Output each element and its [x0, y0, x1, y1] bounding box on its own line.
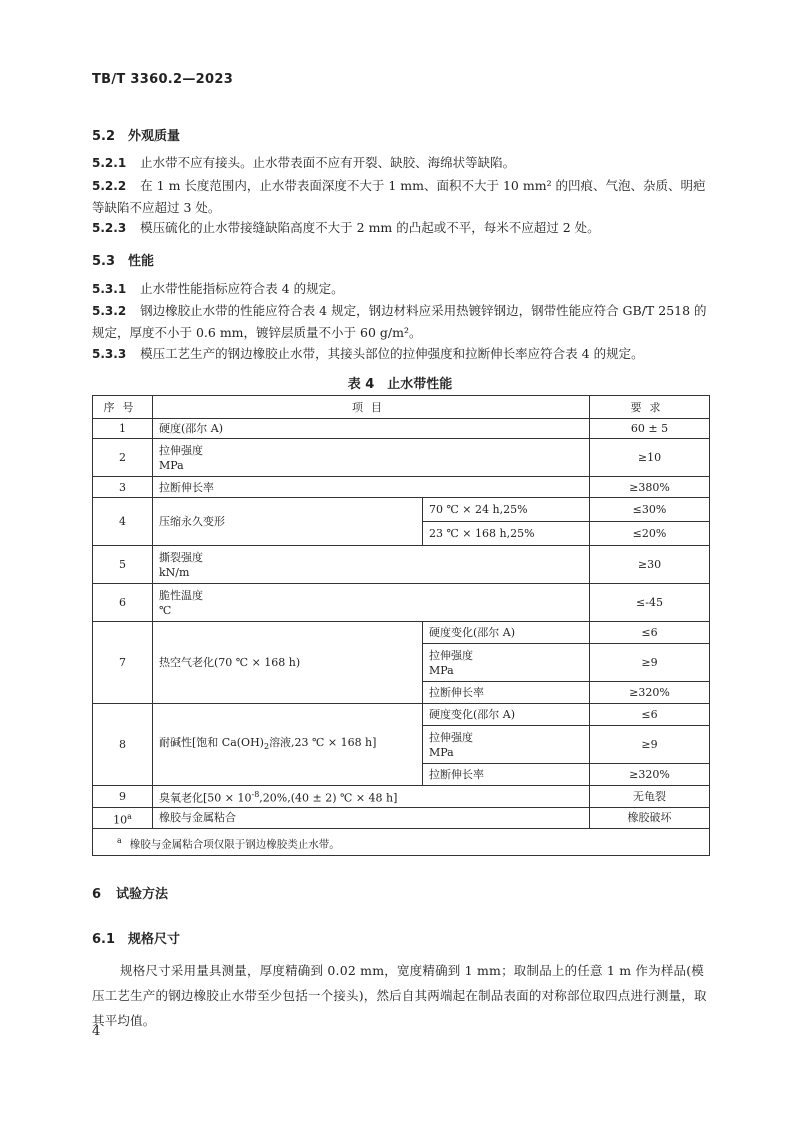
- clause-5-2-1: [92, 152, 515, 174]
- row-item: [153, 439, 590, 477]
- item-label: 脆性温度: [159, 588, 203, 602]
- item-subscript: 2: [263, 742, 270, 752]
- row-item: [153, 704, 423, 786]
- row-no: 4: [93, 498, 153, 546]
- row-no: 9: [93, 786, 153, 808]
- row-no: 1: [93, 419, 153, 439]
- col-header-no: 序号: [93, 396, 153, 419]
- clause-text: 模压硫化的止水带接缝缺陷高度不大于 2 mm 的凸起或不平，每米不应超过 2 处。: [140, 220, 600, 235]
- item-unit: MPa: [159, 458, 184, 472]
- section-6-1-heading: [92, 928, 180, 947]
- performance-table: [92, 395, 710, 856]
- clause-text: 模压工艺生产的钢边橡胶止水带，其接头部位的拉伸强度和拉断伸长率应符合表 4 的规定。: [140, 346, 644, 361]
- clause-number: 5.2.3: [92, 221, 127, 235]
- item-label: 拉伸强度: [159, 443, 203, 457]
- row-req: ≥380%: [590, 477, 710, 498]
- section-6-1-body: 规格尺寸采用量具测量，厚度精确到 0.02 mm，宽度精确到 1 mm；取制品上的任意 1 m 作为样品(模压工艺生产的钢边橡胶止水带至少包括一个接头)，然后自其两端起在制品表面的对称部位取四点进行测量，取其平均值。: [92, 963, 707, 1028]
- subitem-label: 拉伸强度: [429, 730, 473, 744]
- table-row: [93, 584, 710, 622]
- row-no-value: 10: [113, 813, 128, 827]
- subitem-unit: MPa: [429, 745, 454, 759]
- row-req: ≤30%: [590, 498, 710, 522]
- col-header-item: 项目: [153, 396, 590, 419]
- row-req: ≤-45: [590, 584, 710, 622]
- clause-text: 钢边橡胶止水带的性能应符合表 4 规定，钢边材料应采用热镀锌钢边，钢带性能应符合 GB/T 2518 的规定，厚度不小于 0.6 mm，镀锌层质量不小于 60 g/m²。: [92, 303, 707, 340]
- row-subitem: 70 ℃ × 24 h,25%: [423, 498, 590, 522]
- row-subitem: 硬度变化(邵尔 A): [423, 622, 590, 644]
- section-number: 6: [92, 887, 102, 902]
- row-subitem: [423, 726, 590, 764]
- table-header-row: [93, 396, 710, 419]
- row-subitem: [423, 644, 590, 682]
- row-subitem: 硬度变化(邵尔 A): [423, 704, 590, 726]
- row-no: 8: [93, 704, 153, 786]
- row-item: [153, 786, 590, 808]
- table-row: [93, 622, 710, 644]
- table-note-row: [93, 829, 710, 856]
- clause-5-3-2: [92, 300, 712, 344]
- row-req: ≥9: [590, 644, 710, 682]
- row-item: 硬度(邵尔 A): [153, 419, 590, 439]
- row-subitem: 拉断伸长率: [423, 764, 590, 786]
- row-req: ≥320%: [590, 764, 710, 786]
- section-number: 5.3: [92, 254, 116, 269]
- section-5-2-heading: [92, 125, 180, 144]
- table-caption: 表 4 止水带性能: [347, 377, 453, 392]
- row-req: ≥30: [590, 546, 710, 584]
- clause-text: 止水带不应有接头。止水带表面不应有开裂、缺胶、海绵状等缺陷。: [140, 155, 516, 170]
- clause-5-3-1: [92, 278, 344, 300]
- row-item: 热空气老化(70 ℃ × 168 h): [153, 622, 423, 704]
- row-req: ≥10: [590, 439, 710, 477]
- section-5-3-heading: [92, 250, 154, 269]
- footnote-marker: a: [117, 835, 122, 845]
- section-number: 6.1: [92, 932, 116, 947]
- clause-text: 在 1 m 长度范围内，止水带表面深度不大于 1 mm、面积不大于 10 mm² 的凹痕、气泡、杂质、明疤等缺陷不应超过 3 处。: [92, 178, 706, 215]
- table-row: [93, 546, 710, 584]
- row-req: 无龟裂: [590, 786, 710, 808]
- clause-text: 止水带性能指标应符合表 4 的规定。: [140, 281, 344, 296]
- row-item: [153, 546, 590, 584]
- row-subitem: 拉断伸长率: [423, 682, 590, 704]
- table-row: [93, 807, 710, 829]
- row-no: 7: [93, 622, 153, 704]
- row-req: ≥320%: [590, 682, 710, 704]
- col-header-requirement: 要求: [590, 396, 710, 419]
- subitem-label: 拉伸强度: [429, 648, 473, 662]
- document-header: TB/T 3360.2—2023: [92, 72, 234, 87]
- clause-number: 5.2.2: [92, 179, 127, 193]
- section-title: 外观质量: [128, 129, 181, 144]
- row-item: 压缩永久变形: [153, 498, 423, 546]
- section-title: 规格尺寸: [128, 932, 181, 947]
- row-subitem: 23 ℃ × 168 h,25%: [423, 522, 590, 546]
- item-unit: kN/m: [159, 565, 190, 579]
- row-req: ≤20%: [590, 522, 710, 546]
- row-no: [93, 807, 153, 829]
- row-item: 拉断伸长率: [153, 477, 590, 498]
- row-req: 60 ± 5: [590, 419, 710, 439]
- section-6-heading: [92, 883, 168, 902]
- section-title: 试验方法: [116, 887, 169, 902]
- subitem-unit: MPa: [429, 663, 454, 677]
- row-req: ≥9: [590, 726, 710, 764]
- row-no: 6: [93, 584, 153, 622]
- row-item: 橡胶与金属粘合: [153, 807, 590, 829]
- row-no: 3: [93, 477, 153, 498]
- section-number: 5.2: [92, 129, 116, 144]
- table-row: [93, 498, 710, 522]
- clause-number: 5.2.1: [92, 156, 127, 170]
- table-row: [93, 477, 710, 498]
- clause-5-3-3: [92, 343, 644, 365]
- item-label: 撕裂强度: [159, 550, 203, 564]
- clause-number: 5.3.1: [92, 282, 127, 296]
- row-req: ≤6: [590, 622, 710, 644]
- table-footnote: [93, 829, 710, 856]
- item-superscript: -8: [251, 790, 260, 799]
- row-no: 2: [93, 439, 153, 477]
- table-row: [93, 419, 710, 439]
- clause-5-2-3: [92, 217, 600, 239]
- item-text-a: 耐碱性[饱和 Ca(OH): [159, 735, 264, 749]
- row-item: [153, 584, 590, 622]
- item-text-a: 臭氧老化[50 × 10: [159, 791, 252, 805]
- section-title: 性能: [128, 254, 155, 269]
- footnote-text: 橡胶与金属粘合项仅限于钢边橡胶类止水带。: [129, 838, 340, 851]
- clause-5-2-2: [92, 175, 712, 219]
- table-row: [93, 704, 710, 726]
- row-no: 5: [93, 546, 153, 584]
- row-req: 橡胶破坏: [590, 807, 710, 829]
- footnote-marker: a: [127, 811, 132, 821]
- clause-number: 5.3.3: [92, 347, 127, 361]
- table-row: [93, 786, 710, 808]
- page-number: 4: [92, 1024, 101, 1039]
- clause-number: 5.3.2: [92, 304, 127, 318]
- item-unit: ℃: [159, 603, 172, 617]
- item-text-b: 溶液,23 ℃ × 168 h]: [269, 735, 377, 749]
- table-row: [93, 439, 710, 477]
- item-text-b: ,20%,(40 ± 2) ℃ × 48 h]: [259, 791, 398, 805]
- row-req: ≤6: [590, 704, 710, 726]
